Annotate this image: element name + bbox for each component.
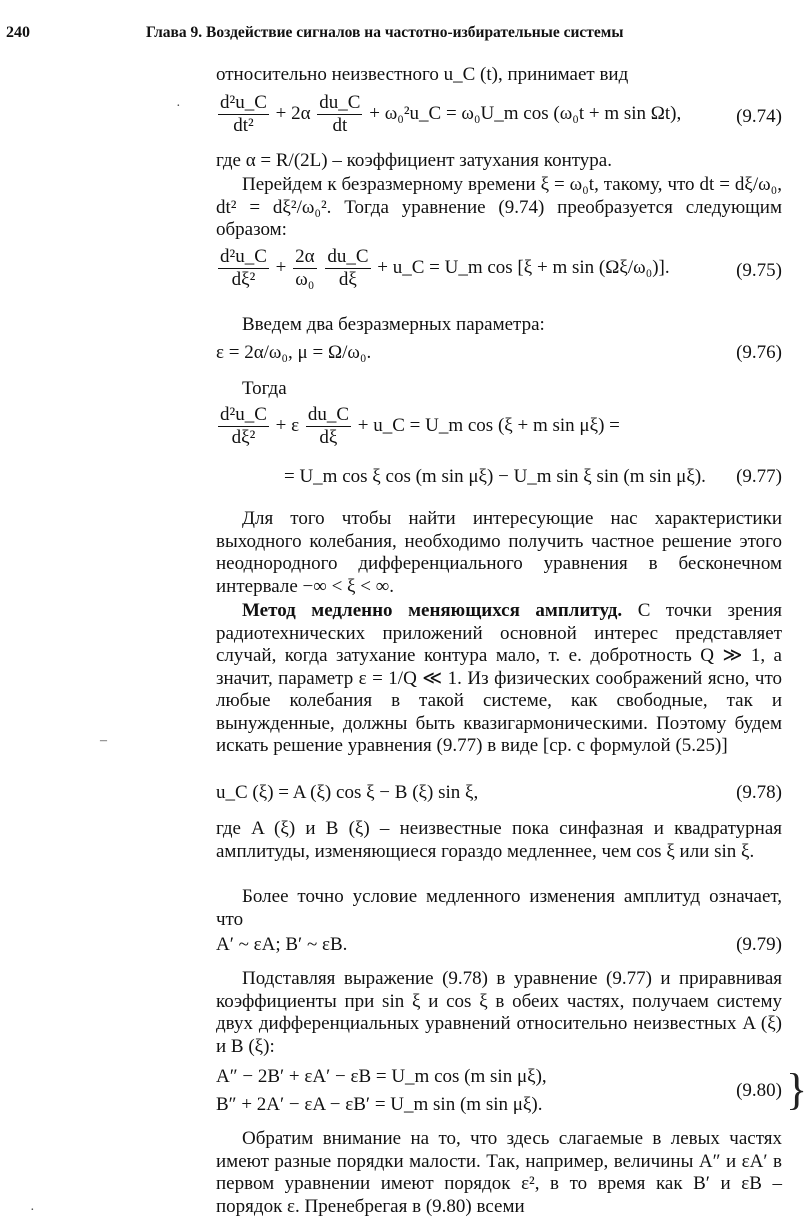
brace: } <box>786 1065 807 1114</box>
paragraph-5: Тогда <box>242 378 287 399</box>
scan-speck: · <box>30 1203 35 1218</box>
equation-9-76: ε = 2α/ω₀, μ = Ω/ω₀. (9.76) <box>216 342 782 363</box>
chapter-title: Глава 9. Воздействие сигналов на частотно-избирательные системы <box>146 24 624 41</box>
paragraph-3: Перейдем к безразмерному времени ξ = ω₀t, такому, что dt = dξ/ω₀, dt² = dξ²/ω₀². Тогда уравнение (9.74) преобразуется следующим образом: <box>216 174 782 240</box>
equation-number: (9.76) <box>736 342 782 363</box>
running-header <box>0 22 800 48</box>
paragraph-4: Введем два безразмерных параметра: <box>242 314 545 335</box>
scan-speck: · <box>176 99 181 114</box>
paragraph-7: Метод медленно меняющихся амплитуд. С точки зрения радиотехнических приложений основной интерес представляет случай, когда затухание контура мало, т. е. добротность Q ≫ 1, а значит, параметр ε = 1/Q ≪ 1. Из физических соображений ясно, что любые колебания в такой системе, как свободные, так и вынужденные, должны быть квазигармоническими. Поэтому будем искать решение уравнения (9.77) в виде [ср. с формулой (5.25)] <box>216 600 782 756</box>
paragraph-11: Обратим внимание на то, что здесь слагаемые в левых частях имеют разные порядки малости. Так, например, величины A″ и εA′ в первом уравнении имеют порядок ε², в то время как B′ и εB – порядок ε. Пренебрегая в (9.80) всеми <box>216 1128 782 1217</box>
scan-speck: – <box>100 733 107 748</box>
paragraph-6: Для того чтобы найти интересующие нас характеристики выходного колебания, необходимо получить частное решение этого неоднородного дифференциального уравнения в бесконечном интервале −∞ < ξ < ∞. <box>216 508 782 597</box>
paragraph-2: где α = R/(2L) – коэффициент затухания контура. <box>216 150 612 171</box>
equation-number: (9.77) <box>736 466 782 487</box>
equation-number: (9.79) <box>736 934 782 955</box>
equation-9-78: u_C (ξ) = A (ξ) cos ξ − B (ξ) sin ξ, (9.78) <box>216 782 782 803</box>
section-runin-heading: Метод медленно меняющихся амплитуд. <box>242 600 623 621</box>
equation-9-74: $\frac{\text{d²u\_C}}{\text{dt²}}$ + 2α $\frac{du\_C}{dt}$ + ω₀²u_C = ω₀U_m cos (ω₀t + m sin Ωt), (9.74) <box>220 92 782 136</box>
equation-9-80: A″ − 2B′ + εA′ − εB = U_m cos (m sin μξ), B″ + 2A′ − εA − εB′ = U_m sin (m sin μξ). } (9.80) <box>216 1065 807 1115</box>
equation-number: (9.78) <box>736 782 782 803</box>
equation-9-79: A′ ~ εA; B′ ~ εB. (9.79) <box>216 934 782 955</box>
equation-9-75: $\frac{\text{d²u\_C}}{\text{dξ²}}$ + $\frac{2\alpha}{\text{ω₀}}$ $\frac{du\_C}{d\xi}$ + u_C = U_m cos [ξ + m sin (Ωξ/ω₀)]. (9.75) <box>220 246 782 290</box>
equation-number: (9.75) <box>736 260 782 281</box>
paragraph-8: где A (ξ) и B (ξ) – неизвестные пока синфазная и квадратурная амплитуды, изменяющиеся гораздо медленнее, чем cos ξ или sin ξ. <box>216 818 782 862</box>
paragraph-1: относительно неизвестного u_C (t), принимает вид <box>216 64 629 85</box>
equation-9-77: $\frac{\text{d²u\_C}}{\text{dξ²}}$ + ε $\frac{du\_C}{d\xi}$ + u_C = U_m cos (ξ + m sin μξ) = <box>220 404 620 448</box>
page-number: 240 <box>6 24 30 41</box>
paragraph-9: Более точно условие медленного изменения амплитуд означает, что <box>216 886 782 930</box>
equation-number: (9.80) <box>736 1080 782 1101</box>
paragraph-10: Подставляя выражение (9.78) в уравнение (9.77) и приравнивая коэффициенты при sin ξ и cos ξ в обеих частях, получаем систему двух дифференциальных уравнений относительно неизвестных A (ξ) и B (ξ): <box>216 968 782 1057</box>
equation-9-77-line2: = U_m cos ξ cos (m sin μξ) − U_m sin ξ sin (m sin μξ). (9.77) <box>284 466 782 487</box>
equation-number: (9.74) <box>736 106 782 127</box>
